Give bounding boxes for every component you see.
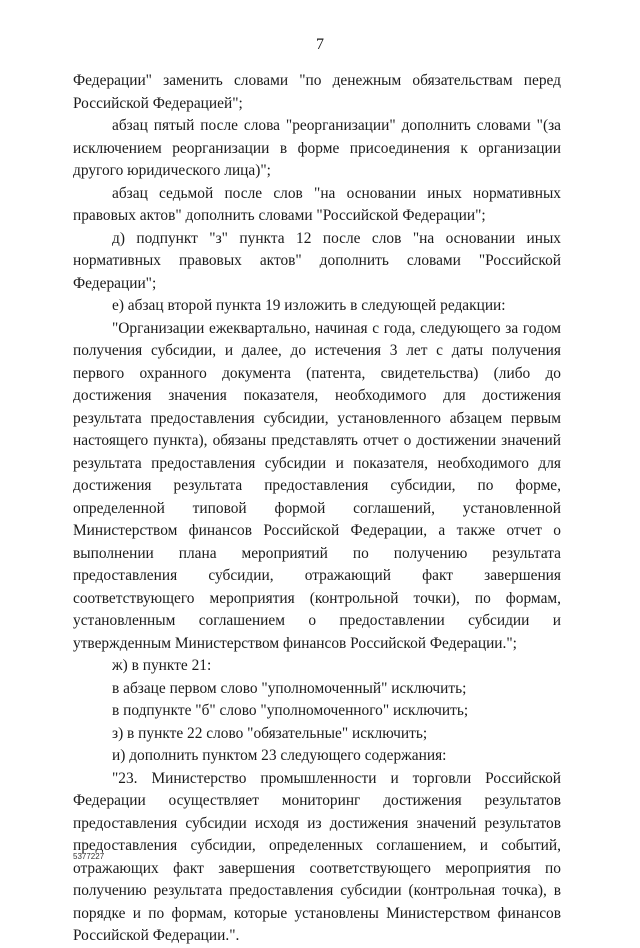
paragraph: в подпункте "б" слово "уполномоченного" исключить;: [112, 702, 469, 719]
page-number: 7: [316, 36, 324, 53]
paragraph: е) абзац второй пункта 19 изложить в следующей редакции:: [112, 297, 506, 314]
document-code: 5377227: [73, 852, 105, 861]
paragraph: в абзаце первом слово "уполномоченный" исключить;: [112, 679, 467, 697]
paragraph: абзац седьмой после слов "на основании иных нормативных правовых актов" дополнить словами "Российской Федерации";: [73, 184, 561, 224]
paragraph: з) в пункте 22 слово "обязательные" исключить;: [112, 724, 428, 742]
document-body: [73, 70, 561, 948]
paragraph: ж) в пункте 21:: [112, 657, 212, 674]
paragraph: абзац пятый после слова "реорганизации" дополнить словами "(за исключением реорганизации в форме присоединения к организации другого юридического лица)";: [73, 117, 561, 179]
paragraph: "Организации ежеквартально, начиная с года, следующего за годом получения субсидии, и далее, до истечения 3 лет с даты получения первого охранного документа (патента, свидетельства) (либо до достижения значения показателя, необходимого для достижения результата предоставления субсидии, установленного абзацем первым настоящего пункта), обязаны представлять отчет о достижении значений результата предоставления субсидии и показателя, необходимого для достижения результата предоставления субсидии, по форме, определенной типовой формой соглашений, установленной Министерством финансов Российской Федерации, а также отчет о выполнении плана мероприятий по получению результата предоставления субсидии, отражающий факт завершения соответствующего мероприятия (контрольной точки), по формам, установленным соглашением о предоставлении субсидии и утвержденным Министерством финансов Российской Федерации.";: [73, 319, 561, 652]
paragraph: и) дополнить пунктом 23 следующего содержания:: [112, 747, 447, 764]
paragraph: "23. Министерство промышленности и торговли Российской Федерации осуществляет мониторинг достижения результатов предоставления субсидии исходя из достижения значений результатов предоставления субсидии, определенных соглашением, и событий, отражающих факт завершения соответствующего мероприятия по получению результата предоставления субсидии (контрольная точка), в порядке и по формам, которые установлены Министерством финансов Российской Федерации.".: [73, 769, 561, 944]
paragraph: д) подпункт "з" пункта 12 после слов "на основании иных нормативных правовых актов" дополнить словами "Российской Федерации";: [73, 229, 561, 292]
paragraph: Федерации" заменить словами "по денежным обязательствам перед Российской Федерацией";: [73, 72, 561, 112]
